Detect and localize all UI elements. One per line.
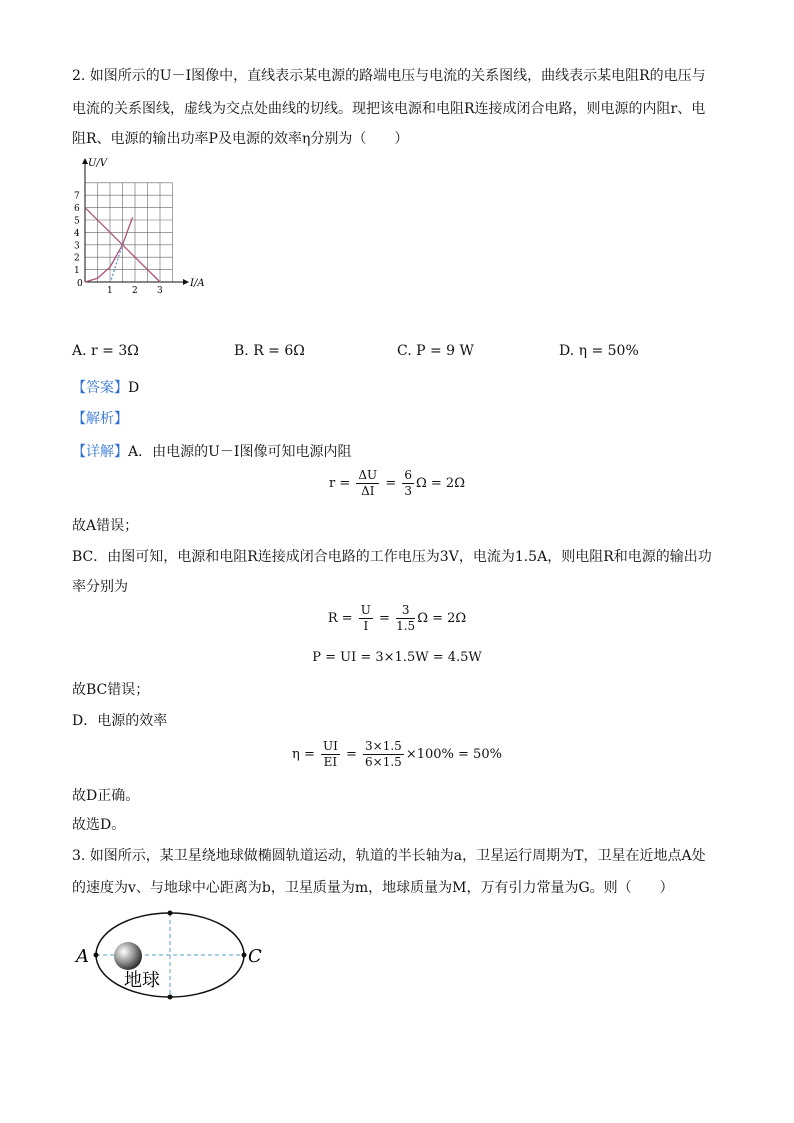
q3-line-2: 的速度为v、与地球中心距离为b，卫星质量为m，地球质量为M，万有引力常量为G。则（ ） xyxy=(72,880,674,896)
option-c: C. P = 9 W xyxy=(397,343,474,359)
ui-graph xyxy=(70,155,220,295)
final-choice: 故选D。 xyxy=(72,817,126,833)
point-c-dot xyxy=(242,953,247,958)
y-tick-label: 1 xyxy=(74,266,80,277)
detail-bc-conclusion: 故BC错误； xyxy=(72,682,150,698)
answer-tag: 【答案】 xyxy=(72,380,128,396)
detail-a-conclusion: 故A错误； xyxy=(72,518,139,534)
origin-label: 0 xyxy=(77,279,83,289)
y-tick-label: 3 xyxy=(74,241,80,252)
x-axis-label: I/A xyxy=(190,278,205,289)
detail-a-line xyxy=(72,442,351,462)
series-curve xyxy=(85,218,133,282)
y-tick-label: 2 xyxy=(74,253,80,264)
q3-line-1: 3. 如图所示，某卫星绕地球做椭圆轨道运动，轨道的半长轴为a，卫星运行周期为T，卫星在近地点A处 xyxy=(72,848,706,864)
label-a: A xyxy=(76,946,89,967)
x-tick-label: 2 xyxy=(132,286,138,295)
x-tick-label: 1 xyxy=(107,286,113,295)
y-axis-label: U/V xyxy=(88,158,108,169)
top-dot xyxy=(168,911,173,916)
detail-d-text: D．电源的效率 xyxy=(72,713,168,729)
option-b: B. R = 6Ω xyxy=(234,343,305,359)
graph-grid xyxy=(85,183,173,282)
detail-tag: 【详解】 xyxy=(72,444,128,460)
earth-label: 地球 xyxy=(124,970,160,991)
q2-line-1: 2. 如图所示的U－I图像中，直线表示某电源的路端电压与电流的关系图线，曲线表示某电阻R的电压与 xyxy=(72,68,706,84)
detail-d-conclusion: 故D正确。 xyxy=(72,788,140,804)
q2-line-3: 阻R、电源的输出功率P及电源的效率η分别为（ ） xyxy=(72,131,409,147)
y-tick-labels xyxy=(74,192,80,276)
detail-bc-line-1: BC．由图可知，电源和电阻R连接成闭合电路的工作电压为3V，电流为1.5A，则电阻R和电源的输出功 xyxy=(72,549,712,565)
y-tick-label: 6 xyxy=(74,204,80,215)
x-tick-labels xyxy=(107,286,163,295)
answer-value: D xyxy=(128,380,140,396)
bottom-dot xyxy=(168,995,173,1000)
option-d: D. η = 50% xyxy=(559,343,639,359)
y-tick-label: 7 xyxy=(74,191,80,202)
y-tick-label: 5 xyxy=(74,216,80,227)
detail-a-text: A．由电源的U－I图像可知电源内阻 xyxy=(128,444,352,460)
q2-line-2: 电流的关系图线，虚线为交点处曲线的切线。现把该电源和电阻R连接成闭合电路，则电源的内阻r、电 xyxy=(72,101,706,117)
label-c: C xyxy=(248,946,262,967)
analysis-tag: 【解析】 xyxy=(72,411,128,427)
answer-line xyxy=(72,378,139,398)
orbit-diagram xyxy=(72,905,282,1010)
equation-efficiency: η = $\frac{UI}{EI}$ = $\frac{3\times 1.5}{6\times 1.5}$ ×100% = 50% xyxy=(292,739,502,769)
option-a: A. r = 3Ω xyxy=(72,343,139,359)
equation-r: r = $\frac{\Delta U}{\Delta I}$ = $\frac{6}{3}$ Ω = 2Ω xyxy=(329,468,465,498)
equation-power: P = UI = 3×1.5W = 4.5W xyxy=(312,650,482,665)
point-a-dot xyxy=(94,953,99,958)
equation-resistance: R = $\frac{U}{I}$ = $\frac{3}{1.5}$ Ω = 2Ω xyxy=(327,603,467,633)
y-tick-label: 4 xyxy=(74,228,80,239)
earth-icon xyxy=(114,942,142,970)
x-tick-label: 3 xyxy=(157,286,163,295)
detail-bc-line-2: 率分别为 xyxy=(72,579,128,595)
